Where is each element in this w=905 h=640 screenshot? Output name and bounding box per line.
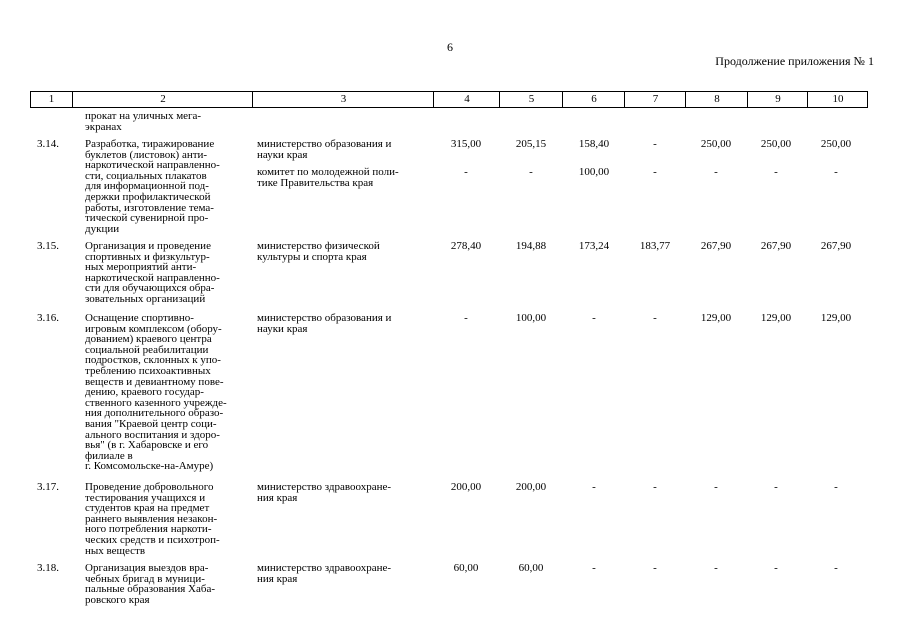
header-col-3: 3: [252, 92, 434, 107]
cell-value: -: [653, 138, 657, 150]
cell-value: -: [653, 481, 657, 493]
cell-value: 194,88: [515, 240, 547, 252]
header-col-6: 6: [562, 92, 625, 107]
cell-value: 60,00: [518, 562, 544, 574]
cell-value: 100,00: [515, 312, 547, 324]
cell-value: -: [714, 562, 718, 574]
cell-value: 267,90: [760, 240, 792, 252]
cell-value: -: [464, 312, 468, 324]
page-number: 6: [447, 40, 453, 54]
continuation-label: Продолжение приложения № 1: [715, 54, 874, 68]
cell-value: 158,40: [578, 138, 610, 150]
header-col-4: 4: [433, 92, 500, 107]
row-id: 3.17.: [37, 481, 59, 493]
cell-value: -: [529, 166, 533, 178]
cell-value: 129,00: [700, 312, 732, 324]
row-executor: министерство здравоохране- ния края: [257, 481, 392, 504]
cell-value: 60,00: [453, 562, 479, 574]
header-col-2: 2: [72, 92, 253, 107]
row-executor: министерство образования и науки края: [257, 312, 392, 335]
header-col-5: 5: [499, 92, 563, 107]
cell-value: 200,00: [450, 481, 482, 493]
cell-value: 267,90: [820, 240, 852, 252]
row-executor: министерство здравоохране- ния края: [257, 562, 392, 585]
header-col-9: 9: [747, 92, 808, 107]
cell-value: -: [834, 481, 838, 493]
cell-value: -: [774, 562, 778, 574]
cell-value: 315,00: [450, 138, 482, 150]
cell-value: -: [774, 166, 778, 178]
cell-value: 183,77: [639, 240, 671, 252]
cell-value: 173,24: [578, 240, 610, 252]
row-description: Организация и проведение спортивных и физкультур- ных мероприятий анти- наркотической направленно- сти для обучающихся обра- зовательных организаций: [85, 240, 220, 305]
cell-value: -: [653, 312, 657, 324]
row-description: Проведение добровольного тестирования учащихся и студентов края на предмет раннего выявления незакон- ного потребления наркоти- ческих средств и психотроп- ных веществ: [85, 481, 220, 557]
row-id: 3.14.: [37, 138, 59, 150]
cell-value: 278,40: [450, 240, 482, 252]
cell-value: 200,00: [515, 481, 547, 493]
header-col-8: 8: [685, 92, 748, 107]
cell-value: 250,00: [820, 138, 852, 150]
cell-value: -: [774, 481, 778, 493]
header-col-10: 10: [807, 92, 868, 107]
cell-value: 267,90: [700, 240, 732, 252]
row-executor: министерство образования и науки края: [257, 138, 392, 161]
cell-value: -: [464, 166, 468, 178]
cell-value: -: [714, 481, 718, 493]
row-description: Оснащение спортивно- игровым комплексом (обору- дованием) краевого центра социальной реабилитации подростков, склонных к упо- треблению психоактивных веществ и девиантному пове- дению, краевого государ- ственного казенного учрежде- ния дополнительного образо- вания "Краевой центр соци- ального воспитания и здоро- вья" (в г. Хабаровске и его филиале в г. Комсомольске-на-Амуре): [85, 312, 227, 473]
row-id: 3.18.: [37, 562, 59, 574]
cell-value: -: [592, 312, 596, 324]
carryover-text: прокат на уличных мега- экранах: [85, 110, 202, 133]
row-id: 3.15.: [37, 240, 59, 252]
cell-value: -: [653, 166, 657, 178]
cell-value: -: [834, 562, 838, 574]
cell-value: -: [592, 481, 596, 493]
header-col-7: 7: [624, 92, 686, 107]
row-description: Организация выездов вра- чебных бригад в муници- пальные образования Хаба- ровского края: [85, 562, 216, 606]
cell-value: 250,00: [700, 138, 732, 150]
cell-value: -: [592, 562, 596, 574]
cell-value: 129,00: [820, 312, 852, 324]
header-col-1: 1: [48, 93, 55, 105]
table-header: [30, 91, 868, 108]
cell-value: -: [653, 562, 657, 574]
cell-value: -: [714, 166, 718, 178]
cell-value: 129,00: [760, 312, 792, 324]
row-executor: министерство физической культуры и спорта края: [257, 240, 380, 263]
row-id: 3.16.: [37, 312, 59, 324]
row-executor: комитет по молодежной поли- тике Правительства края: [257, 166, 399, 189]
cell-value: 250,00: [760, 138, 792, 150]
cell-value: 205,15: [515, 138, 547, 150]
row-description: Разработка, тиражирование буклетов (листовок) анти- наркотической направленно- сти, социальных плакатов для информационной под- держки профилактической работы, изготовление тема- тической сувенирной про- дукции: [85, 138, 220, 235]
cell-value: 100,00: [578, 166, 610, 178]
cell-value: -: [834, 166, 838, 178]
